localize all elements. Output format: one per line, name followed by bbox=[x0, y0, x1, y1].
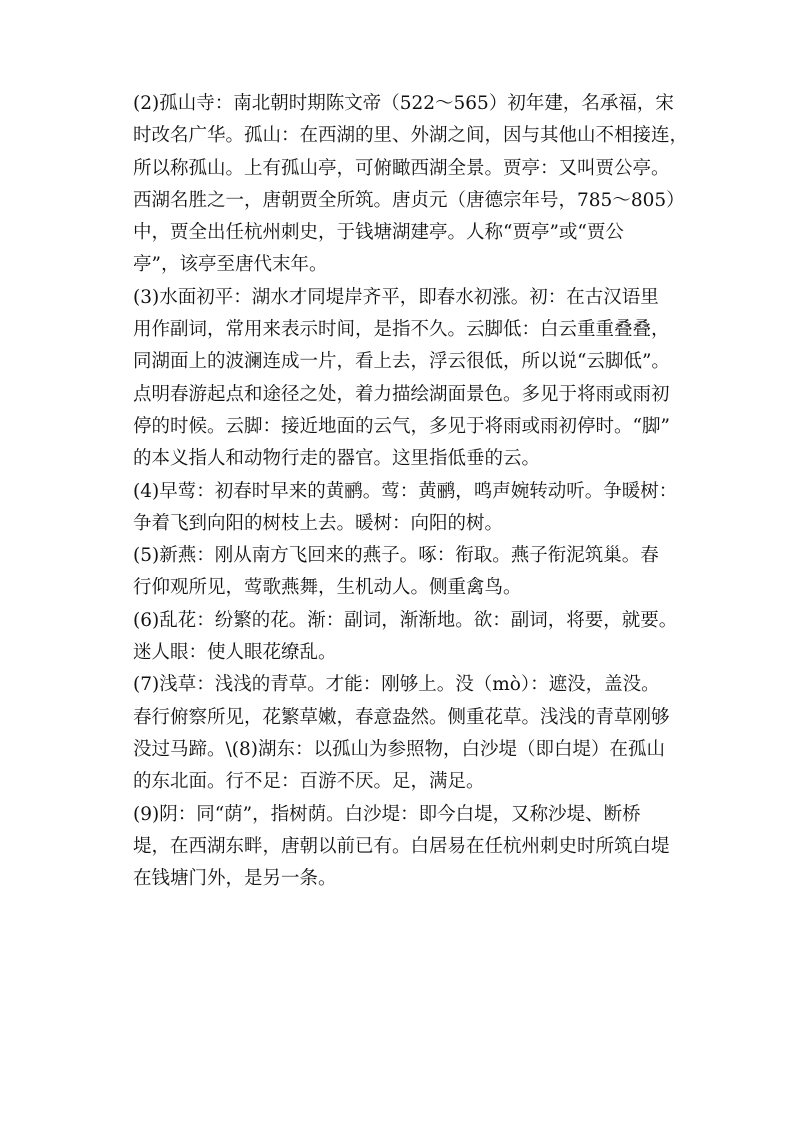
text-line: 停的时候。云脚：接近地面的云气，多见于将雨或雨初停时。“脚” bbox=[133, 415, 670, 437]
text-line: 春行俯察所见，花繁草嫩，春意盎然。侧重花草。浅浅的青草刚够 bbox=[133, 706, 670, 728]
text-line: (2)孤山寺：南北朝时期陈文帝（522～565）初年建，名承福，宋 bbox=[133, 93, 674, 114]
text-line: (6)乱花：纷繁的花。渐：副词，渐渐地。欲：副词，将要，就要。 bbox=[133, 609, 678, 631]
text-line: 没过马蹄。\(8)湖东：以孤山为参照物，白沙堤（即白堤）在孤山 bbox=[133, 738, 665, 760]
text-line: 点明春游起点和途径之处，着力描绘湖面景色。多见于将雨或雨初 bbox=[133, 383, 670, 405]
text-line: 所以称孤山。上有孤山亭，可俯瞰西湖全景。贾亭：又叫贾公亭。 bbox=[133, 157, 670, 179]
text-line: 的东北面。行不足：百游不厌。足，满足。 bbox=[133, 771, 485, 793]
text-line: 的本义指人和动物行走的器官。这里指低垂的云。 bbox=[133, 448, 541, 470]
document-body bbox=[133, 88, 703, 895]
text-line: 在钱塘门外，是另一条。 bbox=[133, 868, 337, 890]
text-line: 亭”，该亭至唐代末年。 bbox=[133, 254, 328, 276]
text-line: 时改名广华。孤山：在西湖的里、外湖之间，因与其他山不相接连， bbox=[133, 125, 689, 147]
text-line: 用作副词，常用来表示时间，是指不久。云脚低：白云重重叠叠， bbox=[133, 319, 670, 341]
text-line: 堤，在西湖东畔，唐朝以前已有。白居易在任杭州刺史时所筑白堤 bbox=[133, 835, 670, 857]
text-line: 行仰观所见，莺歌燕舞，生机动人。侧重禽鸟。 bbox=[133, 577, 522, 599]
text-line: (7)浅草：浅浅的青草。才能：刚够上。没（mò）：遮没，盖没。 bbox=[133, 674, 660, 696]
text-line: 同湖面上的波澜连成一片，看上去，浮云很低，所以说“云脚低”。 bbox=[133, 351, 670, 373]
text-line: (9)阴：同“荫”，指树荫。白沙堤：即今白堤，又称沙堤、断桥 bbox=[133, 803, 641, 825]
text-line: (3)水面初平：湖水才同堤岸齐平，即春水初涨。初：在古汉语里 bbox=[133, 286, 659, 308]
text-line: (4)早莺：初春时早来的黄鹂。莺：黄鹂，鸣声婉转动听。争暖树： bbox=[133, 480, 678, 502]
text-line: 争着飞到向阳的树枝上去。暖树：向阳的树。 bbox=[133, 512, 504, 534]
text-line: 迷人眼：使人眼花缭乱。 bbox=[133, 642, 337, 664]
text-line: 中，贾全出任杭州刺史，于钱塘湖建亭。人称“贾亭”或“贾公 bbox=[133, 222, 624, 244]
text-line: 西湖名胜之一，唐朝贾全所筑。唐贞元（唐德宗年号，785～805） bbox=[133, 189, 685, 211]
text-line: (5)新燕：刚从南方飞回来的燕子。啄：衔取。燕子衔泥筑巢。春 bbox=[133, 545, 659, 567]
